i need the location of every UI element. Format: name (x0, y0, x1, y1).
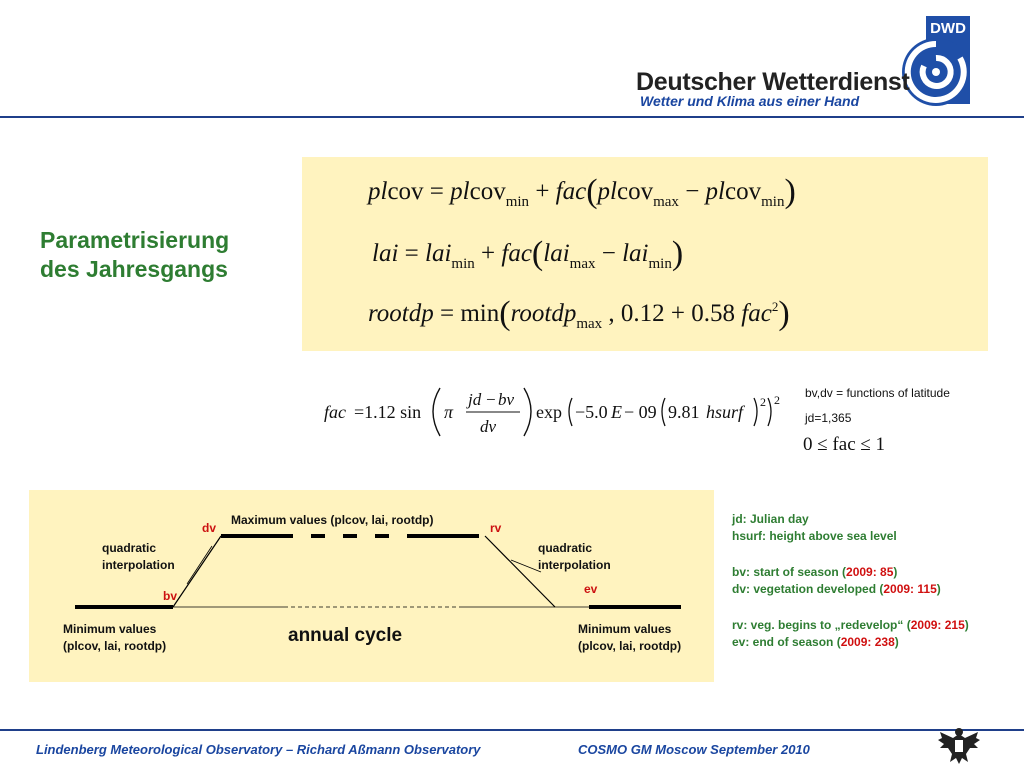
legend-ev-value: 2009: 238 (840, 635, 895, 649)
min-left-line2: (plcov, lai, rootdp) (63, 639, 167, 653)
svg-text:π: π (444, 402, 454, 422)
min-right-line2: (plcov, lai, rootdp) (578, 639, 682, 653)
quad-left-label (102, 540, 175, 574)
svg-text:− 09: − 09 (624, 402, 657, 422)
min-left-line1: Minimum values (63, 622, 157, 636)
legend-bv: bv: start of season (2009: 85) (732, 565, 898, 579)
footer-right: COSMO GM Moscow September 2010 (578, 742, 810, 757)
svg-text:E: E (611, 402, 622, 422)
legend-bv-value: 2009: 85 (846, 565, 894, 579)
annual-cycle-label: annual cycle (288, 625, 403, 646)
legend-dv: dv: vegetation developed (2009: 115) (732, 582, 941, 596)
equation-rootdp: rootdp = min(rootdp$_{max}$ , 0.12 + 0.58 fac$^2$) (368, 295, 790, 332)
bv-marker: bv (163, 589, 178, 603)
svg-text:fac: fac (324, 402, 346, 422)
note-functions: bv,dv = functions of latitude (805, 386, 950, 400)
dwd-logo-text: DWD (930, 20, 966, 37)
pointer-right (511, 560, 541, 572)
annual-cycle-diagram (29, 490, 714, 682)
org-tagline: Wetter und Klima aus einer Hand (640, 93, 860, 109)
pointer-left (187, 546, 212, 584)
equation-box (302, 157, 988, 351)
eagle-emblem (936, 724, 982, 766)
min-right-line1: Minimum values (578, 622, 672, 636)
max-values-label: Maximum values (plcov, lai, rootdp) (231, 513, 434, 527)
svg-text:−: − (486, 390, 496, 409)
quad-left-line2: interpolation (102, 558, 175, 572)
svg-text:hsurf: hsurf (706, 402, 744, 422)
note-fac-range: 0 ≤ fac ≤ 1 (803, 434, 886, 455)
dv-marker: dv (202, 521, 217, 535)
ramp-up-line (173, 536, 221, 607)
slide-title (40, 226, 229, 284)
legend-hsurf: hsurf: height above sea level (732, 529, 897, 543)
equation-fac (322, 380, 792, 442)
svg-text:dv: dv (480, 417, 497, 436)
legend-jd: jd: Julian day (732, 512, 809, 526)
legend-rv: rv: veg. begins to „redevelop“ (2009: 215) (732, 618, 969, 632)
legend-rv-value: 2009: 215 (910, 618, 965, 632)
svg-text:jd: jd (468, 390, 482, 409)
svg-text:−5.0: −5.0 (575, 402, 608, 422)
rv-marker: rv (490, 521, 502, 535)
slide-title-line1: Parametrisierung (40, 227, 230, 253)
quad-right-line1: quadratic (538, 541, 593, 555)
legend (732, 511, 1022, 651)
footer-left: Lindenberg Meteorological Observatory – Richard Aßmann Observatory (36, 742, 481, 757)
equation-plcov: plcov = plcov$_{min}$ + fac(plcov$_{max}$ − plcov$_{min}$) (368, 173, 796, 210)
footer-divider (0, 729, 1024, 731)
legend-dv-value: 2009: 115 (883, 582, 937, 596)
min-right-label (578, 621, 681, 655)
svg-text:bv: bv (498, 390, 515, 409)
ev-marker: ev (584, 582, 598, 596)
slide-title-line2: des Jahresgangs (40, 256, 228, 282)
note-jd-range: jd=1,365 (805, 411, 852, 425)
svg-text:=1.12 sin: =1.12 sin (354, 402, 422, 422)
org-name: Deutscher Wetterdienst (636, 68, 910, 96)
quad-right-label (538, 540, 611, 574)
svg-text:9.81: 9.81 (668, 402, 700, 422)
svg-text:2: 2 (774, 393, 780, 407)
header-divider (0, 116, 1024, 118)
legend-ev: ev: end of season (2009: 238) (732, 635, 899, 649)
quad-right-line2: interpolation (538, 558, 611, 572)
quad-left-line1: quadratic (102, 541, 157, 555)
min-left-label (63, 621, 166, 655)
equation-lai: lai = lai$_{min}$ + fac(lai$_{max}$ − lai$_{min}$) (372, 235, 684, 272)
svg-text:exp: exp (536, 402, 562, 422)
svg-text:2: 2 (760, 395, 766, 409)
